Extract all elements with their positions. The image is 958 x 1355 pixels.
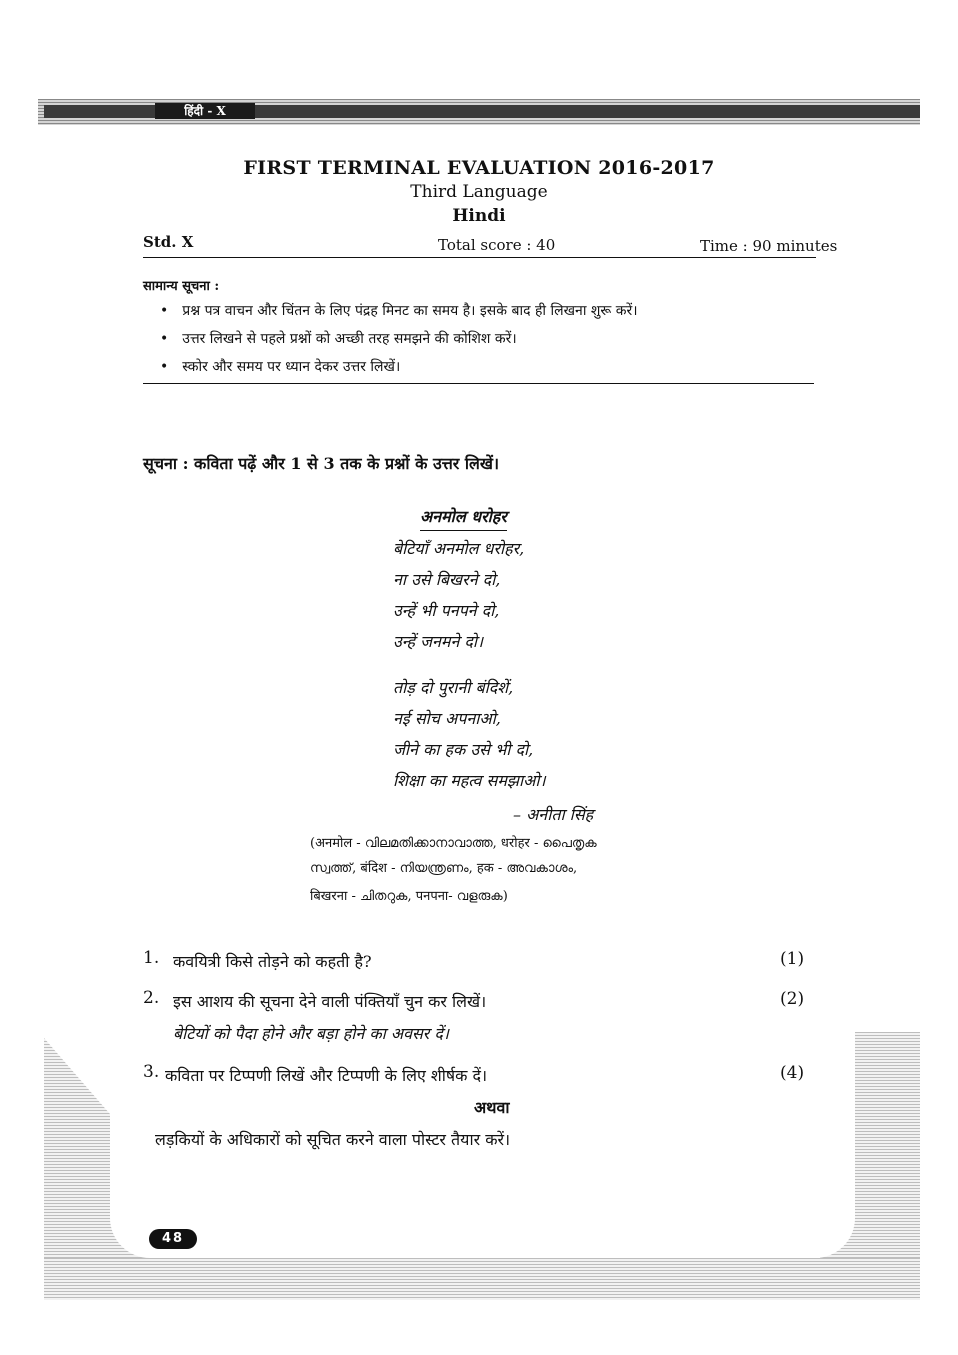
list-item: • उत्तर लिखने से पहले प्रश्नों को अच्छी तरह समझने की कोशिश करें। [160,328,638,356]
alternative-question: लड़कियों के अधिकारों को सूचित करने वाला पोस्टर तैयार करें। [155,1130,511,1149]
or-label: अथवा [474,1098,510,1117]
poem-line: शिक्षा का महत्व समझाओ। [393,771,546,790]
section-instruction: सूचना : कविता पढ़ें और 1 से 3 तक के प्रश्नों के उत्तर लिखें। [143,454,500,473]
poem-line: तोड़ दो पुरानी बंदिशें, [393,678,514,697]
poem-line: ना उसे बिखरने दो, [393,570,501,589]
glossary-line: (अनमोल - വിലമതിക്കാനാവാത്ത, धरोहर - പൈതൃക [310,836,597,851]
time-allowed: Time : 90 minutes [700,237,838,255]
general-instructions-list [160,300,638,384]
general-instructions-title: सामान्य सूचना : [143,279,220,294]
list-item: • प्रश्न पत्र वाचन और चिंतन के लिए पंद्रह मिनट का समय है। इसके बाद ही लिखना शुरू करें। [160,300,638,328]
poem-title: अनमोल धरोहर [420,505,507,531]
list-item: • स्कोर और समय पर ध्यान देकर उत्तर लिखें। [160,356,638,384]
poem-author: – अनीता सिंह [513,805,594,824]
question-marks: (4) [780,1063,805,1083]
question-marks: (1) [780,949,805,969]
question-text: कवयित्री किसे तोड़ने को कहती है? [173,952,372,971]
poem-line: बेटियाँ अनमोल धरोहर, [393,539,525,558]
instructions-divider [143,383,814,384]
question-number: 2. [143,988,160,1008]
standard-label: Std. X [143,233,194,251]
question-number: 1. [143,948,160,968]
poem-line: नई सोच अपनाओ, [393,709,501,728]
decorative-stripes-bottom [44,1258,920,1300]
question-text: कविता पर टिप्पणी लिखें और टिप्पणी के लिए शीर्षक दें। [165,1066,488,1085]
question-marks: (2) [780,989,805,1009]
exam-subject: Hindi [452,206,506,226]
header-subject-tab: हिंदी - X [155,103,255,119]
total-score: Total score : 40 [438,236,556,254]
exam-subtitle: Third Language [410,182,548,202]
header-divider [143,257,816,258]
poem-line: जीने का हक उसे भी दो, [393,740,534,759]
glossary-line: സ്വത്ത്, बंदिश - നിയന്ത്രണം, हक - അവകാശം, [310,861,578,876]
poem-line: उन्हें भी पनपने दो, [393,601,500,620]
poem-stanza-2 [393,677,546,801]
poem-line: उन्हें जनमने दो। [393,632,484,651]
question-number: 3. [143,1062,160,1082]
question-text: इस आशय की सूचना देने वाली पंक्तियाँ चुन कर लिखें। [173,992,487,1011]
page-number-badge: 48 [149,1229,197,1249]
glossary-line: बिखरना - ചിതറുക, पनपना- വളരുക) [310,889,508,904]
question-sub-text: बेटियों को पैदा होने और बड़ा होने का अवसर दें। [173,1024,449,1043]
exam-title: FIRST TERMINAL EVALUATION 2016-2017 [243,157,715,179]
poem-stanza-1 [393,538,524,662]
